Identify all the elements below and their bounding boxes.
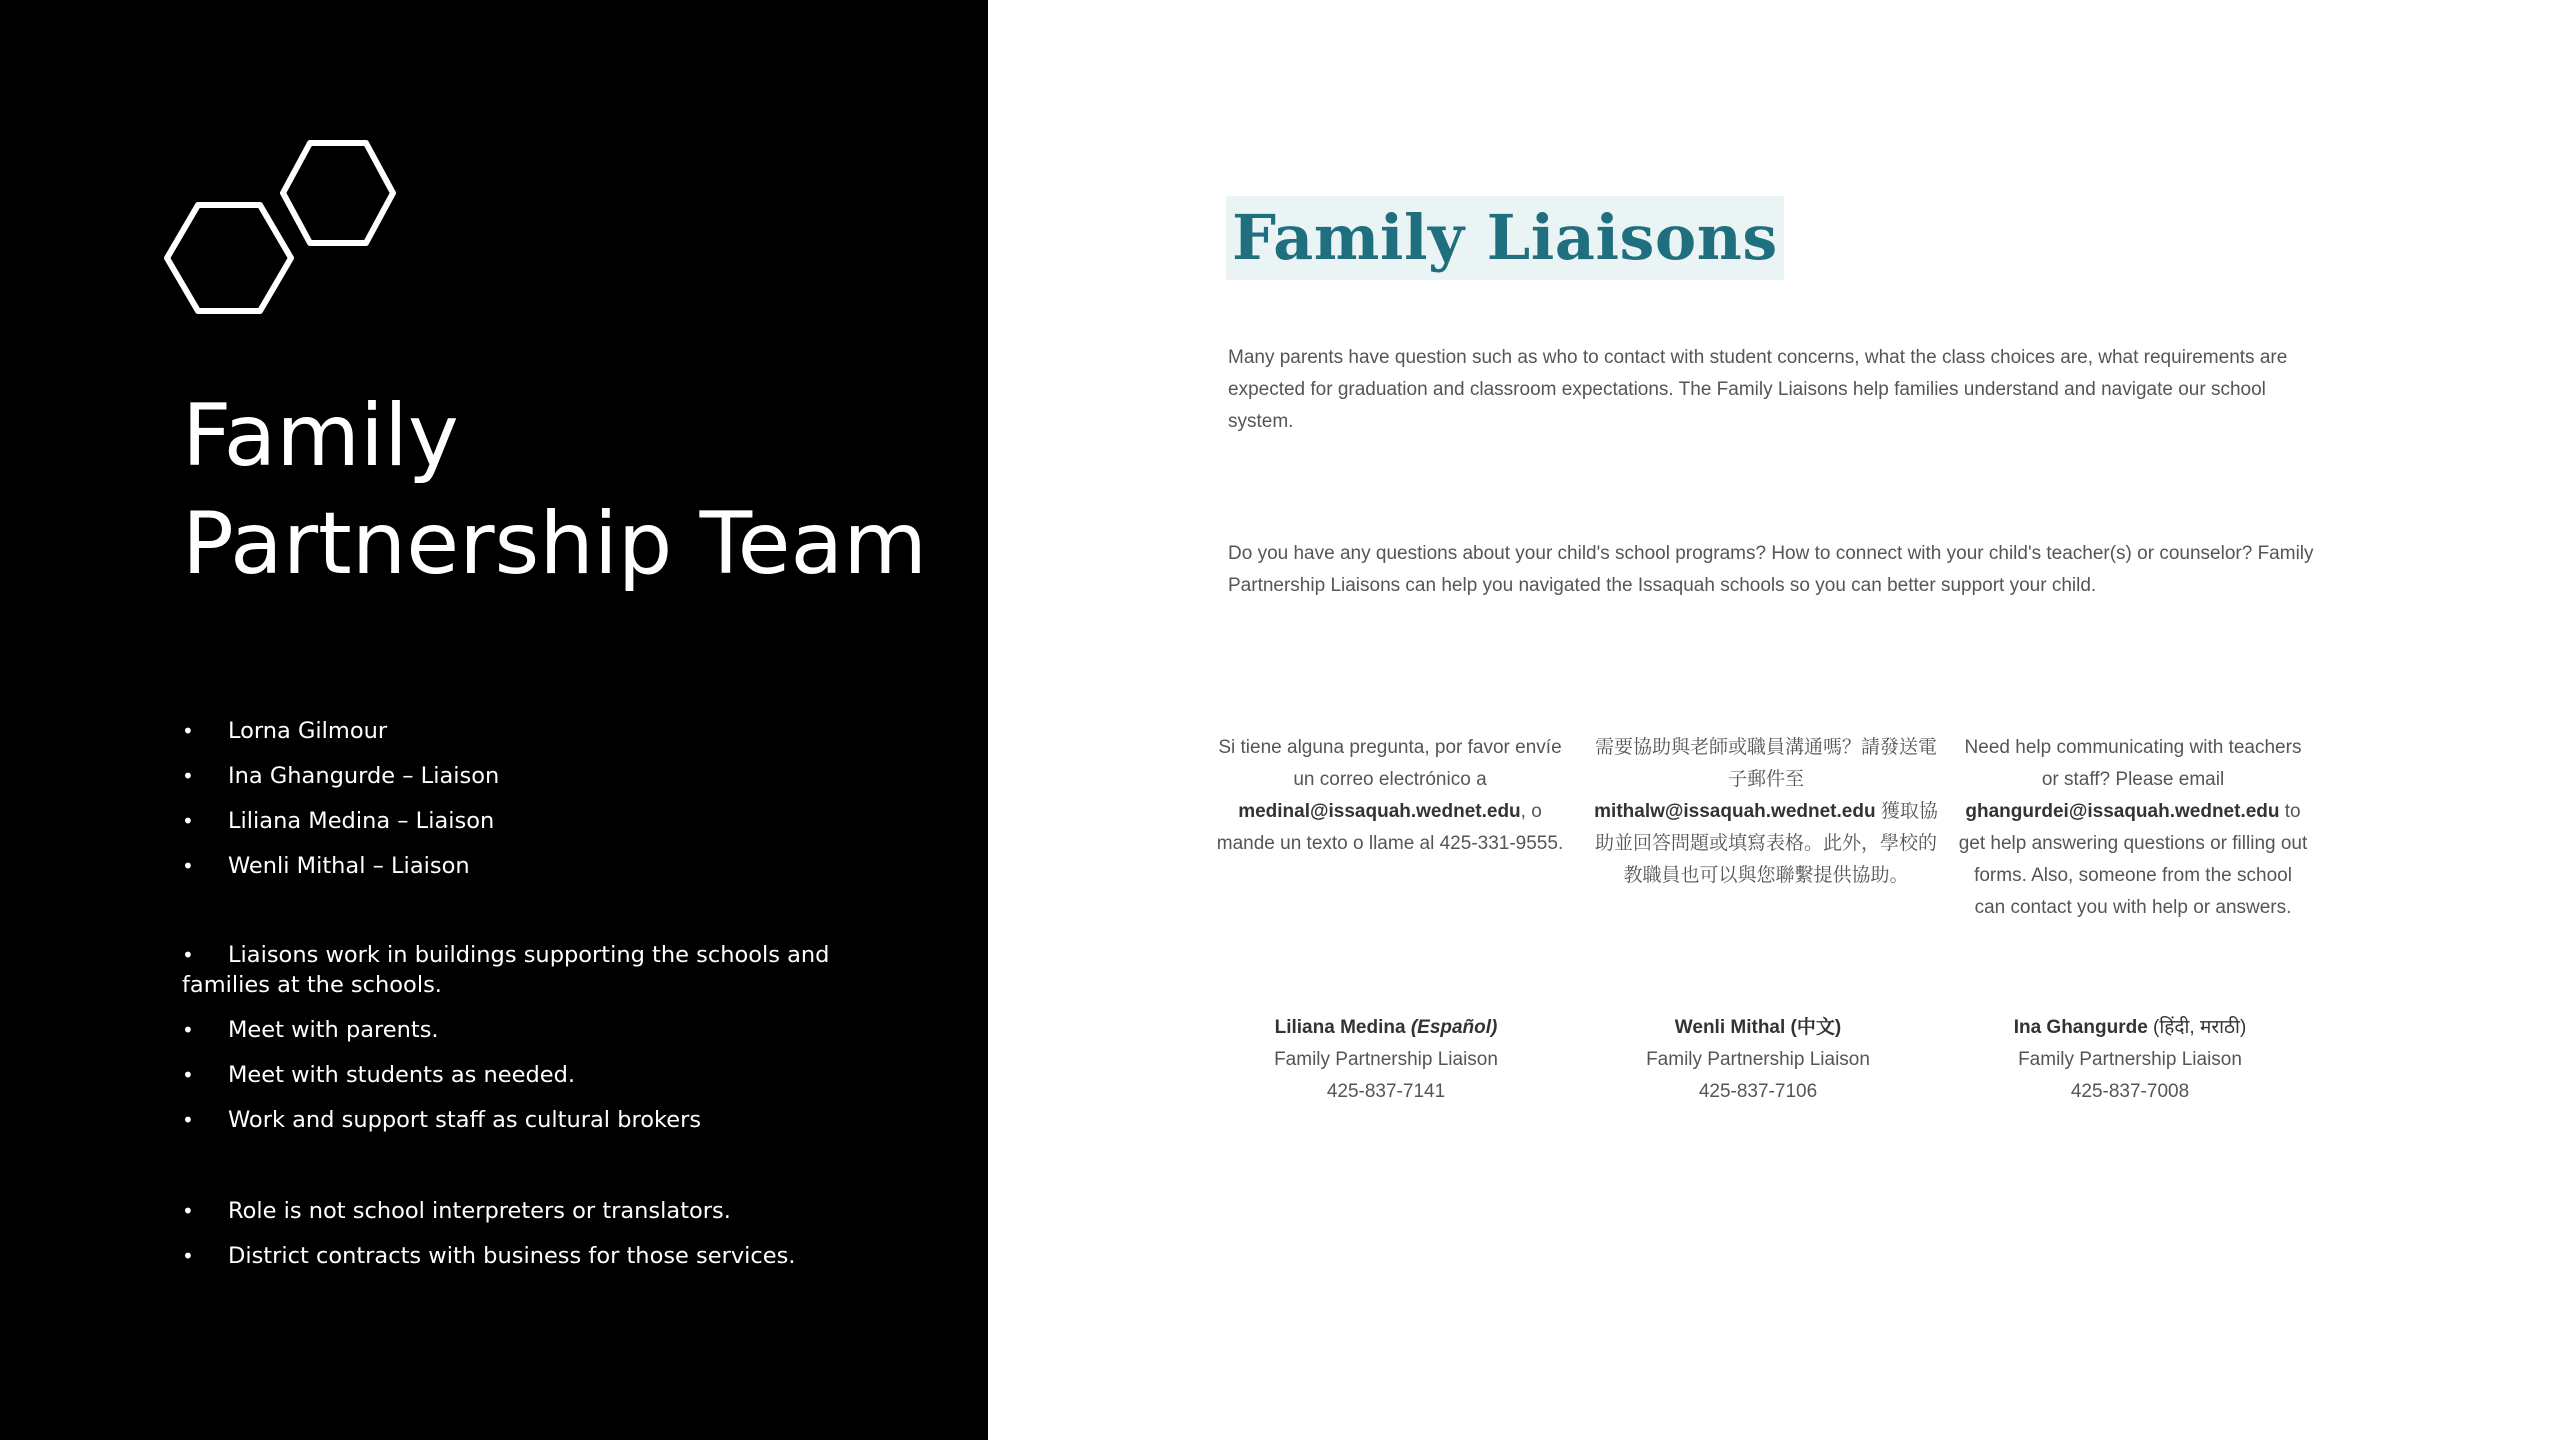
contact-phone: 425-837-7106	[1698, 1081, 1818, 1102]
contact-language: (हिंदी, मराठी)	[2153, 1017, 2247, 1038]
intro-paragraph: Many parents have question such as who to contact with student concerns, what the class choices are, what requirements are expected for graduation and classroom expectations. The Family Liaisons help families understand and navigate our school system.	[1228, 347, 2288, 432]
team-member-item: • Liliana Medina – Liaison	[182, 806, 922, 836]
chinese-email-link[interactable]: mithalw@issaquah.wednet.edu	[1594, 801, 1876, 822]
english-message	[1958, 732, 2308, 924]
slide-title-line-1: Family	[182, 386, 459, 486]
slide-title	[182, 382, 942, 598]
contact-card-medina	[1206, 1012, 1566, 1108]
english-email-link[interactable]: ghangurdei@issaquah.wednet.edu	[1965, 801, 2280, 822]
hexagon-logo-icon	[155, 138, 405, 328]
contact-name	[1206, 1012, 1566, 1044]
english-message-text: Need help communicating with teachers or staff? Please email	[1964, 737, 2302, 790]
questions-paragraph: Do you have any questions about your child's school programs? How to connect with your child's teacher(s) or counselor? Family Partnership Liaisons can help you navigated the Issaquah schools so you can better support your child.	[1228, 543, 2314, 596]
spanish-message	[1215, 732, 1565, 860]
family-liaisons-heading: Family Liaisons	[1226, 196, 1784, 280]
right-panel	[988, 0, 2560, 1440]
liaison-work-item: • Liaisons work in buildings supporting the schools and families at the schools.	[182, 940, 922, 1000]
liaison-work-item: • Work and support staff as cultural brokers	[182, 1105, 922, 1135]
contact-name-text: Liliana Medina	[1274, 1017, 1406, 1038]
liaison-work-list	[182, 940, 922, 1150]
contact-card-mithal	[1578, 1012, 1938, 1108]
contact-role: Family Partnership Liaison	[2018, 1049, 2242, 1070]
spanish-message-text: Si tiene alguna pregunta, por favor envíe un correo electrónico a	[1218, 737, 1562, 790]
contact-name	[1950, 1012, 2310, 1044]
role-note-item: • District contracts with business for those services.	[182, 1241, 922, 1271]
contact-phone: 425-837-7141	[1326, 1081, 1446, 1102]
contact-role: Family Partnership Liaison	[1274, 1049, 1498, 1070]
contact-name-text: Ina Ghangurde	[2013, 1017, 2148, 1038]
team-member-item: • Ina Ghangurde – Liaison	[182, 761, 922, 791]
english-message-text-end: to get help answering questions or filling out forms. Also, someone from the school can contact you with help or answers.	[1958, 801, 2308, 918]
chinese-message-text-end: 獲取協助並回答問題或填寫表格。此外，學校的教職員也可以與您聯繫提供協助。	[1594, 801, 1938, 886]
liaison-work-item: • Meet with students as needed.	[182, 1060, 922, 1090]
liaison-work-item: • Meet with parents.	[182, 1015, 922, 1045]
chinese-message-text: 需要協助與老師或職員溝通嗎？請發送電子郵件至	[1594, 737, 1937, 790]
contact-phone: 425-837-7008	[2070, 1081, 2190, 1102]
team-member-item: • Lorna Gilmour	[182, 716, 922, 746]
contact-card-ghangurde	[1950, 1012, 2310, 1108]
left-panel	[0, 0, 988, 1440]
contact-role: Family Partnership Liaison	[1646, 1049, 1870, 1070]
spanish-email-link[interactable]: medinal@issaquah.wednet.edu	[1238, 801, 1521, 822]
team-member-list	[182, 716, 922, 896]
spanish-message-text-end: , o mande un texto o llame al 425-331-9555.	[1216, 801, 1564, 854]
slide-title-line-2: Partnership Team	[182, 494, 927, 594]
role-note-item: • Role is not school interpreters or translators.	[182, 1196, 922, 1226]
contact-name-text: Wenli Mithal	[1674, 1017, 1786, 1038]
chinese-message	[1586, 732, 1946, 892]
role-note-list	[182, 1196, 922, 1286]
team-member-item: • Wenli Mithal – Liaison	[182, 851, 922, 881]
contact-language: (中文)	[1790, 1017, 1842, 1038]
contact-name	[1578, 1012, 1938, 1044]
contact-language: (Español)	[1410, 1017, 1498, 1038]
